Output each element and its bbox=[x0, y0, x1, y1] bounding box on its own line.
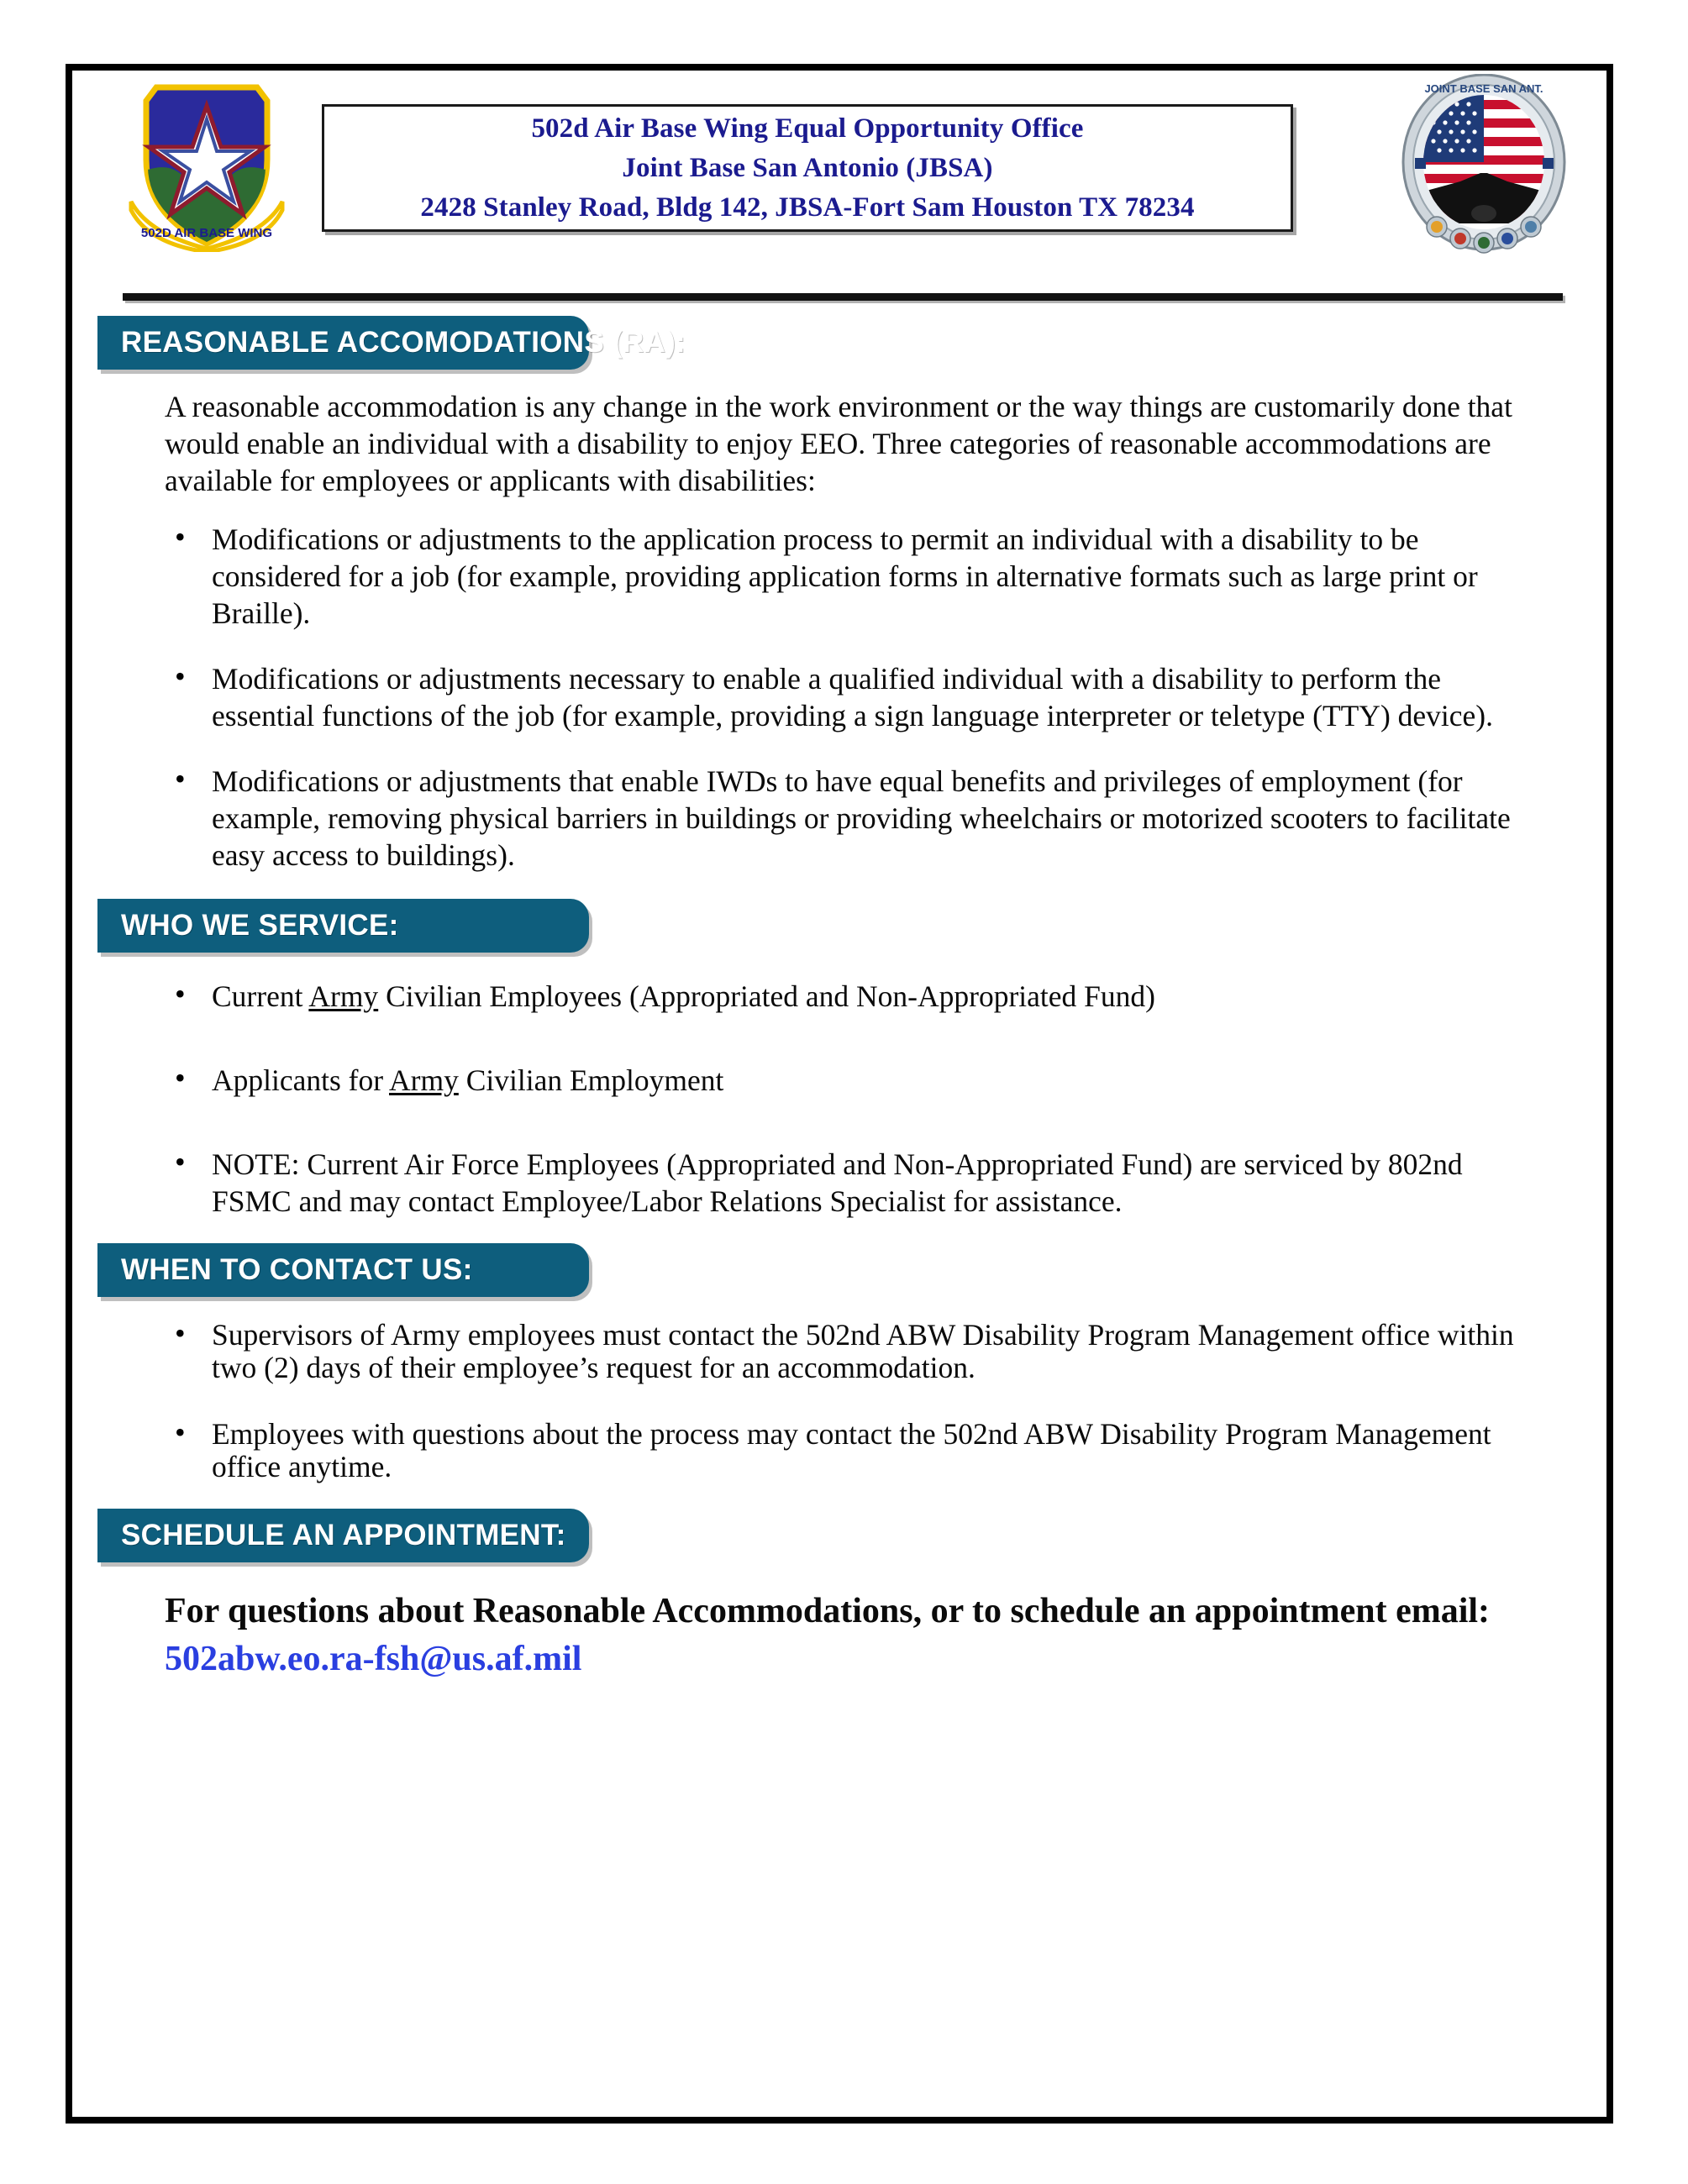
section-title-who-we-service: WHO WE SERVICE: bbox=[121, 909, 399, 942]
bullet-text-pre: Applicants for bbox=[212, 1063, 389, 1097]
closing-contact-paragraph bbox=[165, 1588, 1559, 1683]
list-item: • Modifications or adjustments to the application process to permit an individual with a disability to be considered for a job (for example, providing application forms in alternative formats such as large print or Braille). bbox=[72, 521, 1517, 632]
bullet-text-post: Civilian Employment bbox=[458, 1063, 724, 1097]
joint-base-san-antonio-seal-icon bbox=[1400, 74, 1568, 255]
document-header bbox=[72, 71, 1606, 264]
document-content bbox=[72, 316, 1606, 1683]
section-banner-reasonable-accommodations bbox=[97, 316, 686, 370]
list-item: • Modifications or adjustments necessary to enable a qualified individual with a disability to perform the essential functions of the job (for example, providing a sign language interpreter or teletype (TTY) device). bbox=[72, 660, 1517, 734]
who-we-service-bullet-list bbox=[72, 978, 1517, 1220]
header-title-line-2: Joint Base San Antonio (JBSA) bbox=[622, 152, 993, 183]
header-title-line-3: 2428 Stanley Road, Bldg 142, JBSA-Fort Sam Houston TX 78234 bbox=[420, 192, 1195, 223]
list-item: • Modifications or adjustments that enable IWDs to have equal benefits and privileges of employment (for example, removing physical barriers in buildings or providing wheelchairs or motorized scooters to facilitate easy access to buildings). bbox=[72, 763, 1517, 874]
section-banner-when-to-contact-us bbox=[97, 1243, 589, 1297]
header-address-box bbox=[322, 104, 1293, 232]
bullet-text-underlined: Army bbox=[308, 979, 379, 1013]
502d-air-base-wing-crest-icon bbox=[123, 76, 291, 252]
list-item bbox=[72, 978, 1517, 1015]
ra-bullet-list bbox=[72, 521, 1517, 874]
header-title-line-1: 502d Air Base Wing Equal Opportunity Office bbox=[531, 113, 1084, 144]
list-item bbox=[72, 1146, 1517, 1220]
crest-ribbon-text: 502D AIR BASE WING bbox=[140, 226, 273, 240]
contact-email-link[interactable]: 502abw.eo.ra-fsh@us.af.mil bbox=[165, 1640, 582, 1678]
section-title-ra: REASONABLE ACCOMODATIONS (RA): bbox=[121, 326, 686, 359]
list-item: • Supervisors of Army employees must contact the 502nd ABW Disability Program Management office within two (2) days of their employee’s request for an accommodation. bbox=[72, 1319, 1517, 1384]
header-divider-rule bbox=[123, 293, 1563, 301]
section-title-when-to-contact-us: WHEN TO CONTACT US: bbox=[121, 1253, 473, 1286]
list-item bbox=[72, 1062, 1517, 1099]
section-title-schedule-an-appointment: SCHEDULE AN APPOINTMENT: bbox=[121, 1519, 566, 1551]
ra-intro-paragraph: A reasonable accommodation is any change in the work environment or the way things are customarily done that would enable an individual with a disability to enjoy EEO. Three categories of reasonable accommodations are available for employees or applicants with disabilities: bbox=[165, 390, 1512, 497]
bullet-text-post: Civilian Employees (Appropriated and Non-Appropriated Fund) bbox=[378, 979, 1155, 1013]
bullet-text-underlined: Army bbox=[389, 1063, 459, 1097]
seal-ring-text: JOINT BASE SAN ANT. bbox=[1424, 82, 1543, 95]
when-to-contact-bullet-list bbox=[72, 1319, 1517, 1483]
list-item: • Employees with questions about the process may contact the 502nd ABW Disability Program Management office anytime. bbox=[72, 1418, 1517, 1483]
bullet-text-pre: Current bbox=[212, 979, 309, 1013]
bullet-text-pre: NOTE: Current Air Force Employees (Appropriated and Non-Appropriated Fund) are serviced by 802nd FSMC and may contact Employee/Labor Relations Specialist for assistance. bbox=[212, 1147, 1463, 1218]
closing-text: For questions about Reasonable Accommodations, or to schedule an appointment email: bbox=[165, 1592, 1491, 1630]
section-banner-who-we-service bbox=[97, 899, 589, 953]
section-banner-schedule-an-appointment bbox=[97, 1509, 589, 1562]
